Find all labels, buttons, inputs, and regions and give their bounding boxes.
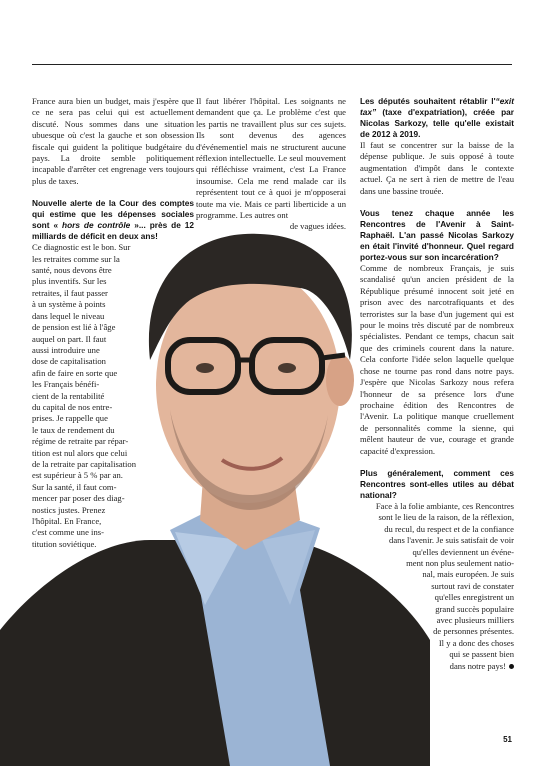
answer-1: Ce diagnostic est le bon. Sur les retraites comme sur la santé, nous devons être plus inventifs. Sur les retraites, il faut passer à un système à points dans lequel le niveau de pension est lié à l'âge auquel on part. Il faut aussi introduire une dose de capitalisation afin de faire en sorte que les Français bénéfi- cient de la rentabilité du capital de nos entre- prises. Je rappelle que le taux de rendement du régime de retraite par répar- tition est nul alors que celui de la retraite par capitalisation est supérieur à 5 % par an. Sur la santé, il faut com- mencer par poser des diag- nostics justes. Prenez l'hôpital. En France, c'est comme une ins- titution soviétique. <box>32 242 137 549</box>
column-2-tail: de vagues idées. <box>289 221 346 232</box>
question-2: Les députés souhaitent rétablir l'“exit tax” (taxe d'expatriation), créée par Nicolas Sarkozy, telle qu'elle existait de 2012 à 2019. <box>360 96 514 139</box>
top-rule <box>32 64 512 65</box>
end-mark-icon <box>509 664 514 669</box>
question-1: Nouvelle alerte de la Cour des comptes qui estime que les dépenses sociales sont « hors de contrôle »... près de 12 milliards de déficit en deux ans! <box>32 198 195 242</box>
page-number: 51 <box>503 735 512 744</box>
intro-paragraph: France aura bien un budget, mais j'espère que ce ne sera pas celui qui est actuellement discuté. Nous sommes dans une situation ubuesque où c'est la gauche et son obsession fiscale qui guident la politique budgétaire du pays. La droite semble politiquement incapable d'arrêter cet engrenage vers toujours plus de taxes. <box>32 96 194 186</box>
question-4: Plus généralement, comment ces Rencontres sont-elles utiles au débat national? <box>360 467 514 500</box>
column-1 <box>32 96 194 550</box>
column-2 <box>196 96 346 233</box>
answer-4: Face à la folie ambiante, ces Rencontres sont le lieu de la raison, de la réflexion, du recul, du respect et de la confiance dans l'avenir. Je suis satisfait de voir qu'elles deviennent un événe- ment non plus seulement natio- nal, mais européen. Je suis surtout ravi de constater qu'elles enregistrent un grand succès populaire avec plusieurs milliers de personnes présentes. Il y a donc des choses qui se passent bien dans notre pays! <box>375 500 514 671</box>
column-3 <box>360 96 514 672</box>
answer-2: Il faut se concentrer sur la baisse de la dépense publique. Je suis opposé à toute augmentation d'impôt dans le contexte actuel. Ça ne sert à rien de mettre de l'eau dans une bassine trouée. <box>360 140 514 196</box>
answer-3: Comme de nombreux Français, je suis scandalisé qu'un ancien président de la République présumé innocent soit jeté en prison avec des narcotrafiquants et des terroristes sur la base d'un jugement qui est pour le moins très discuté par de nombreux spécialistes. Pendant ce temps, chacun sait que des criminels courent dans la nature. Cela conforte l'idée selon laquelle quelque chose ne tourne pas rond dans notre pays. J'espère que Nicolas Sarkozy nous refera l'honneur de sa présence lors d'une prochaine édition des Rencontres de l'Avenir. La politique manque cruellement de personnalités comme la sienne, qui mêlent hauteur de vue, courage et grande capacité d'expression. <box>360 263 514 456</box>
column-2-paragraph: Il faut libérer l'hôpital. Les soignants ne demandent que ça. Le problème c'est que les partis ne travaillent plus sur ces sujets. Ils sont devenus des agences d'événementiel mais ne structurent aucune réflexion intellectuelle. Le seul mouvement qui réfléchisse vraiment, c'est La France insoumise. Cela me rend malade car ils représentent tout ce à quoi je m'opposerai toute ma vie. Mais ce parti liberticide a un programme. Les autres ont <box>196 96 346 221</box>
question-3: Vous tenez chaque année les Rencontres de l'Avenir à Saint-Raphaël. L'an passé Nicolas Sarkozy en était l'invité d'honneur. Quel regard portez-vous sur son incarcération? <box>360 208 514 263</box>
